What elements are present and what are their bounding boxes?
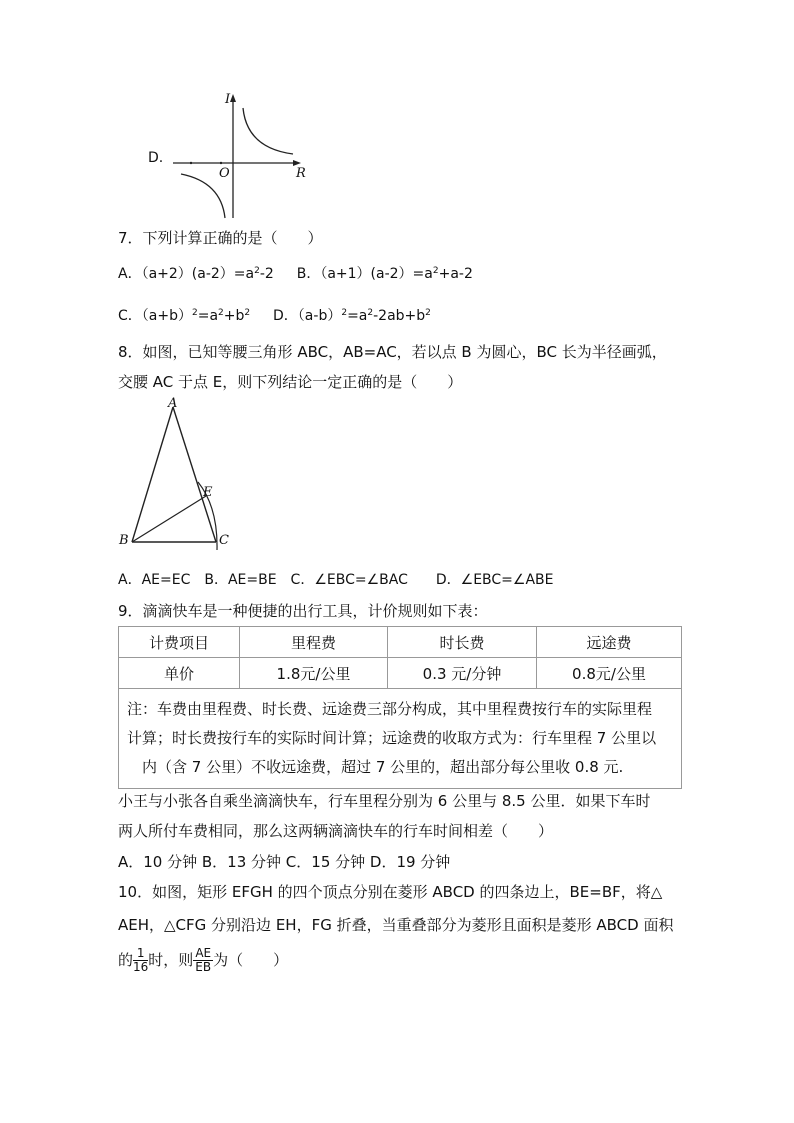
fare-table-header-cell: 里程费 (240, 627, 388, 658)
graph-d-curve-q1 (243, 108, 293, 154)
q8-triangle-figure (118, 392, 248, 554)
fare-note-line2: 计算；时长费按行车的实际时间计算；远途费的收取方式为：行车里程 7 公里以 (127, 729, 657, 747)
graph-d-axis-x-label: R (296, 166, 306, 181)
segment-be (132, 496, 206, 542)
fare-table-cell: 单价 (119, 658, 240, 689)
q8-label-a: A (168, 396, 178, 411)
q9-options: A．10 分钟 B．13 分钟 C．15 分钟 D．19 分钟 (118, 853, 451, 871)
fare-table-note (119, 689, 682, 789)
q8-label-e: E (203, 485, 213, 500)
graph-d-origin-label: O (219, 166, 230, 181)
fare-table-cell: 0.3 元/分钟 (388, 658, 537, 689)
fare-table-note-row (119, 689, 682, 789)
q8-label-b: B (119, 533, 129, 548)
q8-stem-line1: 8．如图，已知等腰三角形 ABC，AB=AC，若以点 B 为圆心，BC 长为半径画弧， (118, 343, 667, 361)
q8-label-c: C (219, 533, 229, 548)
fare-table-header-cell: 远途费 (537, 627, 682, 658)
triangle-side-ac (173, 407, 216, 542)
q10-line2: AEH，△CFG 分别沿边 EH，FG 折叠，当重叠部分为菱形且面积是菱形 ABCD 面积 (118, 916, 674, 934)
fare-note-line3: 内（含 7 公里）不收远途费，超过 7 公里的，超出部分每公里收 0.8 元. (127, 758, 624, 776)
q7-options-ab: A．$(a+2)(a-2)=a^2-2$ B．$(a+1)(a-2)=a^2+a-2$ (118, 266, 473, 282)
fare-table-header-row (119, 627, 682, 658)
fare-table-cell: 1.8元/公里 (240, 658, 388, 689)
fraction-ae-over-eb: $\frac{AE}{EB}$ (195, 946, 212, 974)
fare-table-cell: 0.8元/公里 (537, 658, 682, 689)
fare-table (118, 626, 682, 789)
triangle-side-ab (132, 407, 173, 542)
graph-d-figure (165, 90, 315, 222)
q9-after-line2: 两人所付车费相同，那么这两辆滴滴快车的行车时间相差（ ） (118, 822, 554, 840)
q8-stem-line2: 交腰 AC 于点 E，则下列结论一定正确的是（ ） (118, 373, 463, 391)
graph-d-axis-y-label: I (225, 92, 231, 107)
q9-after-line1: 小王与小张各自乘坐滴滴快车，行车里程分别为 6 公里与 8.5 公里．如果下车时 (118, 792, 651, 810)
fare-table-price-row (119, 658, 682, 689)
fare-table-header-cell: 计费项目 (119, 627, 240, 658)
option-d-label: D. (148, 150, 164, 166)
q7-stem: 7．下列计算正确的是（ ） (118, 229, 323, 247)
q9-stem: 9．滴滴快车是一种便捷的出行工具，计价规则如下表： (118, 602, 488, 620)
q10-line1: 10．如图，矩形 EFGH 的四个顶点分别在菱形 ABCD 的四条边上，BE=BF，将△ (118, 883, 663, 901)
q8-options: A．AE=EC B．AE=BE C．∠EBC=∠BAC D．∠EBC=∠ABE (118, 572, 554, 588)
fraction-one-sixteenth: $\frac{1}{16}$ (133, 946, 149, 974)
fare-table-header-cell: 时长费 (388, 627, 537, 658)
q7-options-cd: C．$(a+b)^2=a^2+b^2$ D．$(a-b)^2=a^2-2ab+b^2$ (118, 308, 431, 324)
q10-line3: 的 $\frac{1}{16}$ 时，则 $\frac{AE}{EB}$ 为（ ） (118, 946, 289, 974)
fare-note-line1: 注：车费由里程费、时长费、远途费三部分构成，其中里程费按行车的实际里程 (127, 700, 653, 718)
